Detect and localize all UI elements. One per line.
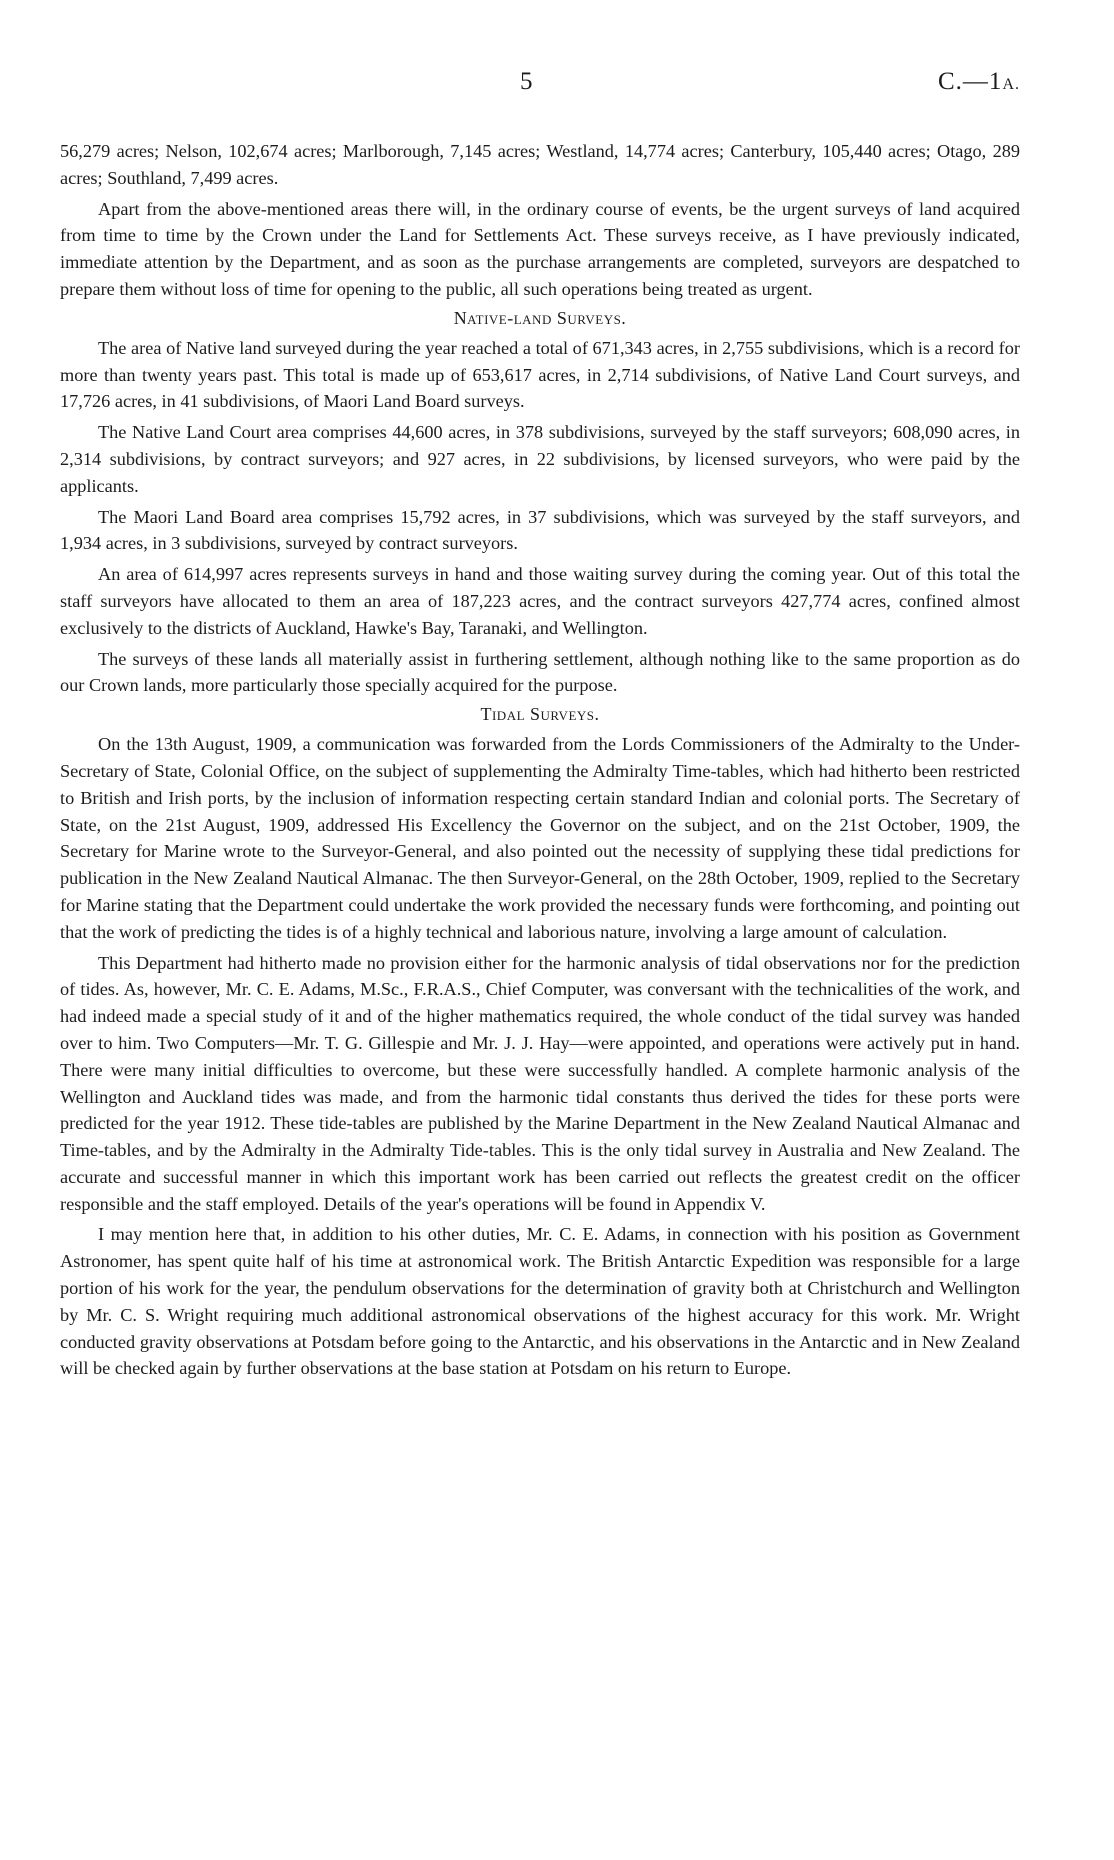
- document-reference: [938, 68, 1020, 96]
- paragraph-furthering-settlement: The surveys of these lands all materially assist in furthering settlement, although nothing like to the same proportion as do our Crown lands, more particularly those specially acquired for the purpose.: [60, 648, 1020, 696]
- paragraph-native-land-total: The area of Native land surveyed during the year reached a total of 671,343 acres, in 2,755 subdivisions, which is a record for more than twenty years past. This total is made up of 653,617 acres, in 2,714 subdivisions, of Native Land Court surveys, and 17,726 acres, in 41 subdivisions, of Maori Land Board surveys.: [60, 337, 1020, 412]
- paragraph-native-land-court-area: The Native Land Court area comprises 44,600 acres, in 378 subdivisions, surveyed by the staff surveyors; 608,090 acres, in 2,314 subdivisions, by contract surveyors; and 927 acres, in 22 subdivisions, by licensed surveyors, who were paid by the applicants.: [60, 422, 1020, 496]
- page-header: [60, 68, 1020, 112]
- document-body: [60, 138, 1020, 1382]
- document-reference-main: C.—1: [938, 68, 1003, 95]
- paragraph-urgent-surveys: Apart from the above-mentioned areas there will, in the ordinary course of events, be the urgent surveys of land acquired from time to time by the Crown under the Land for Settlements Act. These surveys receive, as I have previously indicated, immediate attention by the Department, and as soon as the purchase arrangements are completed, surveyors are despatched to prepare them without loss of time for opening to the public, all such operations being treated as urgent.: [60, 198, 1020, 299]
- paragraph-admiralty-communication: On the 13th August, 1909, a communication was forwarded from the Lords Commissioners of the Admiralty to the Under-Secretary of State, Colonial Office, on the subject of supplementing the Admiralty Time-tables, which had hitherto been restricted to British and Irish ports, by the inclusion of information respecting certain standard Indian and colonial ports. The Secretary of State, on the 21st August, 1909, addressed His Excellency the Governor on the subject, and on the 21st October, 1909, the Secretary for Marine wrote to the Surveyor-General, and also pointed out the necessity of supplying these tidal predictions for publication in the New Zealand Nautical Almanac. The then Surveyor-General, on the 28th October, 1909, replied to the Secretary for Marine stating that the Department could undertake the work provided the necessary funds were forthcoming, and pointing out that the work of predicting the tides is of a highly technical and laborious nature, involving a large amount of calculation.: [60, 734, 1020, 942]
- section-heading-tidal-surveys: Tidal Surveys.: [480, 704, 600, 725]
- section-heading-native-land-surveys: Native-land Surveys.: [453, 307, 627, 328]
- paragraph-astronomical-work: I may mention here that, in addition to his other duties, Mr. C. E. Adams, in connection with his position as Government Astronomer, has spent quite half of his time at astronomical work. The British Antarctic Expedition was responsible for a large portion of his work for the year, the pendulum observations for the determination of gravity both at Christchurch and Wellington by Mr. C. S. Wright requiring much additional astronomical observations of the highest accuracy for this work. Mr. Wright conducted gravity observations at Potsdam before going to the Antarctic, and his observations in the Antarctic and in New Zealand will be checked again by further observations at the base station at Potsdam on his return to Europe.: [60, 1224, 1020, 1379]
- paragraph-harmonic-analysis: This Department had hitherto made no provision either for the harmonic analysis of tidal observations nor for the prediction of tides. As, however, Mr. C. E. Adams, M.Sc., F.R.A.S., Chief Computer, was conversant with the technicalities of the work, and had indeed made a special study of it and of the higher mathematics required, the whole conduct of the tidal survey was handed over to him. Two Computers—Mr. T. G. Gillespie and Mr. J. J. Hay—were appointed, and operations were actively put in hand. There were many initial difficulties to overcome, but these were successfully handled. A complete harmonic analysis of the Wellington and Auckland tides was made, and from the harmonic tidal constants thus derived the tides for these ports were predicted for the year 1912. These tide-tables are published by the Marine Department in the New Zealand Nautical Almanac and Time-tables, and by the Admiralty in the Admiralty Tide-tables. This is the only tidal survey in Australia and New Zealand. The accurate and successful manner in which this important work has been carried out reflects the greatest credit on the officer responsible and the staff employed. Details of the year's operations will be found in Appendix V.: [60, 952, 1020, 1214]
- paragraph-surveys-in-hand: An area of 614,997 acres represents surveys in hand and those waiting survey during the coming year. Out of this total the staff surveyors have allocated to them an area of 187,223 acres, and the contract surveyors 427,774 acres, confined almost exclusively to the districts of Auckland, Hawke's Bay, Taranaki, and Wellington.: [60, 564, 1020, 638]
- document-page: [60, 68, 1020, 1386]
- paragraph-maori-land-board-area: The Maori Land Board area comprises 15,792 acres, in 37 subdivisions, which was surveyed by the staff surveyors, and 1,934 acres, in 3 subdivisions, surveyed by contract surveyors.: [60, 506, 1020, 554]
- page-number: 5: [520, 68, 533, 95]
- paragraph-area-continuation: 56,279 acres; Nelson, 102,674 acres; Marlborough, 7,145 acres; Westland, 14,774 acres; Canterbury, 105,440 acres; Otago, 289 acres; Southland, 7,499 acres.: [60, 141, 1020, 188]
- document-reference-suffix: A.: [1002, 76, 1020, 93]
